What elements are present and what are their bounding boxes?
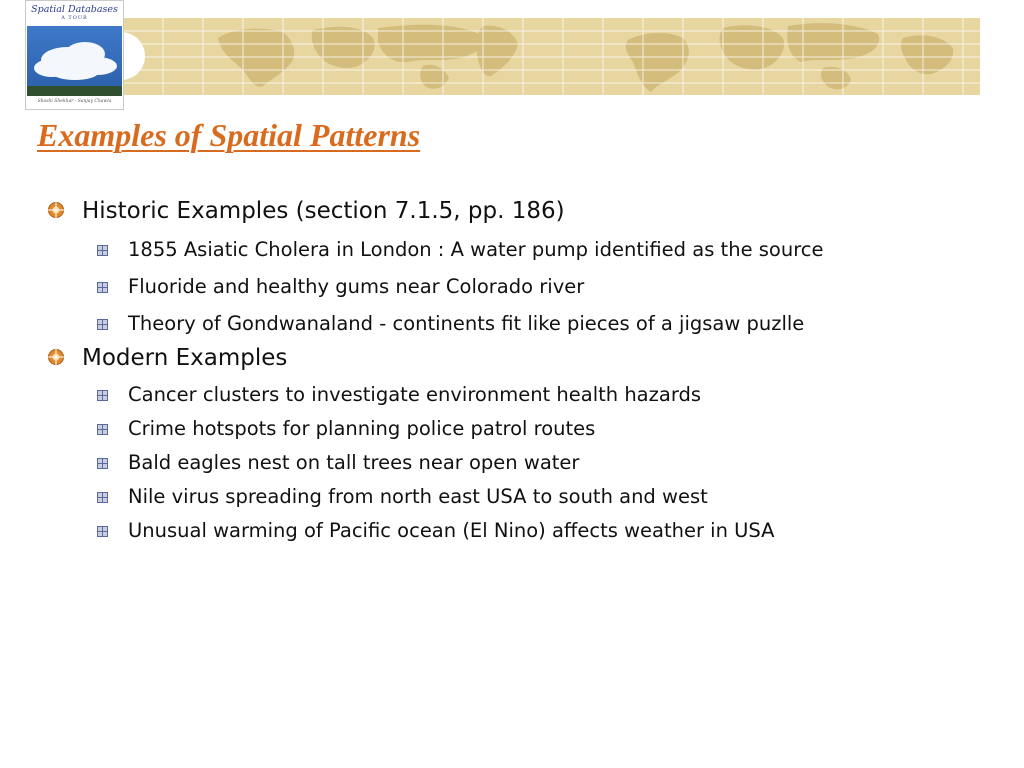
square-bullet-icon <box>97 526 108 537</box>
book-subtitle: A TOUR <box>61 15 88 21</box>
cloud-sky-image <box>27 26 122 96</box>
square-bullet-icon <box>97 282 108 293</box>
square-bullet-icon <box>97 458 108 469</box>
list-item: Crime hotspots for planning police patrol routes <box>128 417 596 440</box>
square-bullet-icon <box>97 245 108 256</box>
list-item: Bald eagles nest on tall trees near open water <box>128 451 580 474</box>
book-authors: Shashi Shekhar · Sanjay Chawla <box>37 99 112 104</box>
list-item: 1855 Asiatic Cholera in London : A water pump identified as the source <box>128 238 824 261</box>
list-item: Unusual warming of Pacific ocean (El Nino) affects weather in USA <box>128 519 775 542</box>
square-bullet-icon <box>97 492 108 503</box>
square-bullet-icon <box>97 319 108 330</box>
compass-bullet-icon <box>47 348 65 366</box>
list-item: Nile virus spreading from north east USA to south and west <box>128 485 708 508</box>
list-item: Fluoride and healthy gums near Colorado river <box>128 275 585 298</box>
book-title: Spatial Databases <box>31 4 118 15</box>
section-heading: Historic Examples (section 7.1.5, pp. 186) <box>82 198 565 224</box>
list-item: Cancer clusters to investigate environment health hazards <box>128 383 702 406</box>
world-map-banner <box>123 18 980 95</box>
book-cover <box>25 0 124 110</box>
square-bullet-icon <box>97 424 108 435</box>
compass-bullet-icon <box>47 201 65 219</box>
list-item: Theory of Gondwanaland - continents fit like pieces of a jigsaw puzlle <box>128 312 805 335</box>
section-heading: Modern Examples <box>82 345 288 371</box>
slide-title: Examples of Spatial Patterns <box>37 117 421 153</box>
square-bullet-icon <box>97 390 108 401</box>
